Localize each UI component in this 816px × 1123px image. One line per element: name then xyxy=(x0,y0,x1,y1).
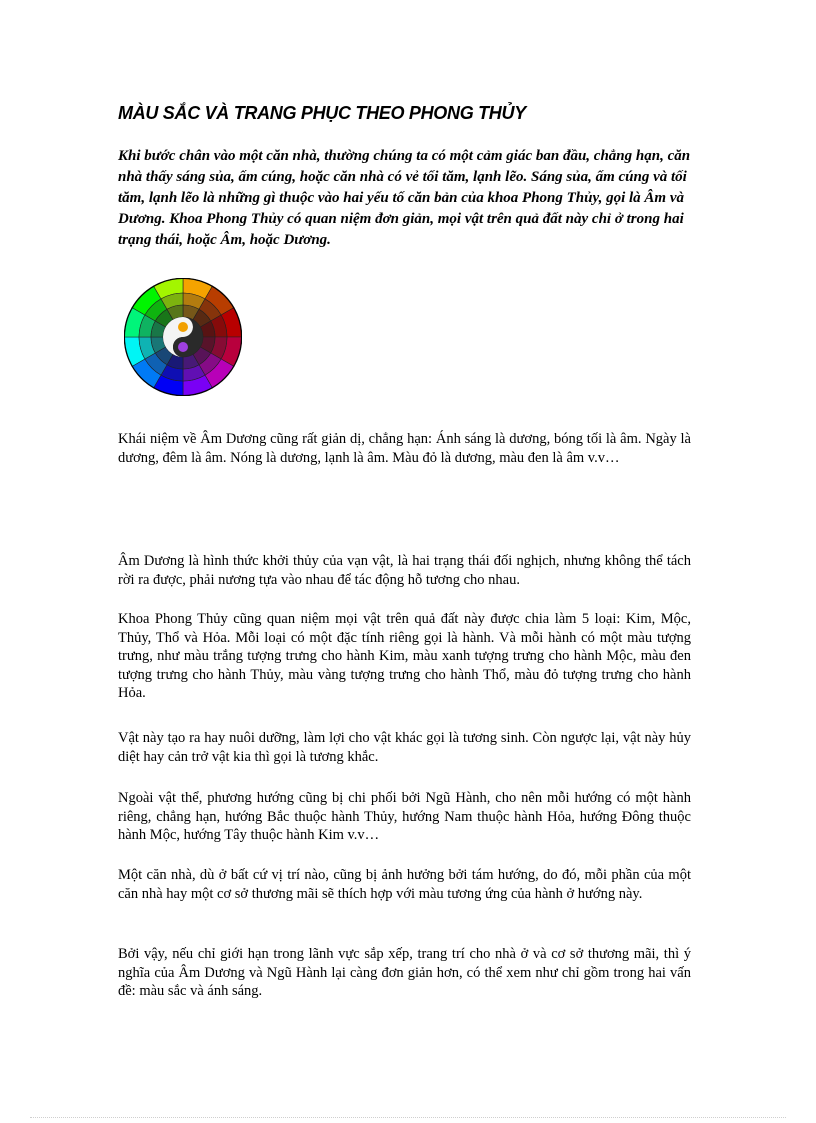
document-title: MÀU SẮC VÀ TRANG PHỤC THEO PHONG THỦY xyxy=(118,103,526,123)
yin-yang-color-wheel-image xyxy=(124,278,242,396)
body-paragraph-6: Một căn nhà, dù ở bất cứ vị trí nào, cũng bị ảnh hưởng bởi tám hướng, do đó, mỗi phần của một căn nhà hay một cơ sở thương mãi sẽ thích hợp với màu tương ứng của hành ở hướng này. xyxy=(118,867,691,902)
body-paragraph-5: Ngoài vật thể, phương hướng cũng bị chi phối bởi Ngũ Hành, cho nên mỗi hướng có một hành riêng, chẳng hạn, hướng Bắc thuộc hành Thủy, hướng Nam thuộc hành Hỏa, hướng Đông thuộc hành Mộc, hướng Tây thuộc hành Kim v.v… xyxy=(118,790,691,843)
intro-paragraph: Khi bước chân vào một căn nhà, thường chúng ta có một cảm giác ban đầu, chẳng hạn, căn nhà thấy sáng sủa, ấm cúng, hoặc căn nhà có vẻ tối tăm, lạnh lẽo. Sáng sủa, ấm cúng và tối tăm, lạnh lẽo là những gì thuộc vào hai yếu tố căn bản của khoa Phong Thủy, gọi là Âm và Dương. Khoa Phong Thủy có quan niệm đơn giản, mọi vật trên quả đất này chỉ ở trong hai trạng thái, hoặc Âm, hoặc Dương. xyxy=(118,148,691,248)
body-paragraph-2: Âm Dương là hình thức khởi thủy của vạn vật, là hai trạng thái đối nghịch, nhưng không thể tách rời ra được, phải nương tựa vào nhau để tác động hỗ tương cho nhau. xyxy=(118,553,691,588)
body-paragraph-4: Vật này tạo ra hay nuôi dưỡng, làm lợi cho vật khác gọi là tương sinh. Còn ngược lại, vật này hủy diệt hay cản trở vật kia thì gọi là tương khắc. xyxy=(118,730,691,765)
page-bottom-rule xyxy=(30,1117,786,1118)
yin-yang-color-wheel-icon xyxy=(124,278,242,396)
body-paragraph-3: Khoa Phong Thủy cũng quan niệm mọi vật trên quả đất này được chia làm 5 loại: Kim, Mộc, Thủy, Thổ và Hỏa. Mỗi loại có một đặc tính riêng gọi là hành. Và mỗi hành có một màu tượng trưng, như màu trắng tượng trưng cho hành Kim, màu xanh tượng trưng cho hành Mộc, màu đen tượng trưng cho hành Thủy, màu vàng tượng trưng cho hành Thổ, màu đỏ tượng trưng cho hành Hỏa. xyxy=(118,611,691,701)
body-paragraph-1: Khái niệm về Âm Dương cũng rất giản dị, chẳng hạn: Ánh sáng là dương, bóng tối là âm. Ngày là dương, đêm là âm. Nóng là dương, lạnh là âm. Màu đỏ là dương, màu đen là âm v.v… xyxy=(118,431,691,466)
body-paragraph-7: Bởi vậy, nếu chỉ giới hạn trong lãnh vực sắp xếp, trang trí cho nhà ở và cơ sở thương mãi, thì ý nghĩa của Âm Dương và Ngũ Hành lại càng đơn giản hơn, có thể xem như chỉ gồm trong hai vấn đề: màu sắc và ánh sáng. xyxy=(118,946,691,999)
